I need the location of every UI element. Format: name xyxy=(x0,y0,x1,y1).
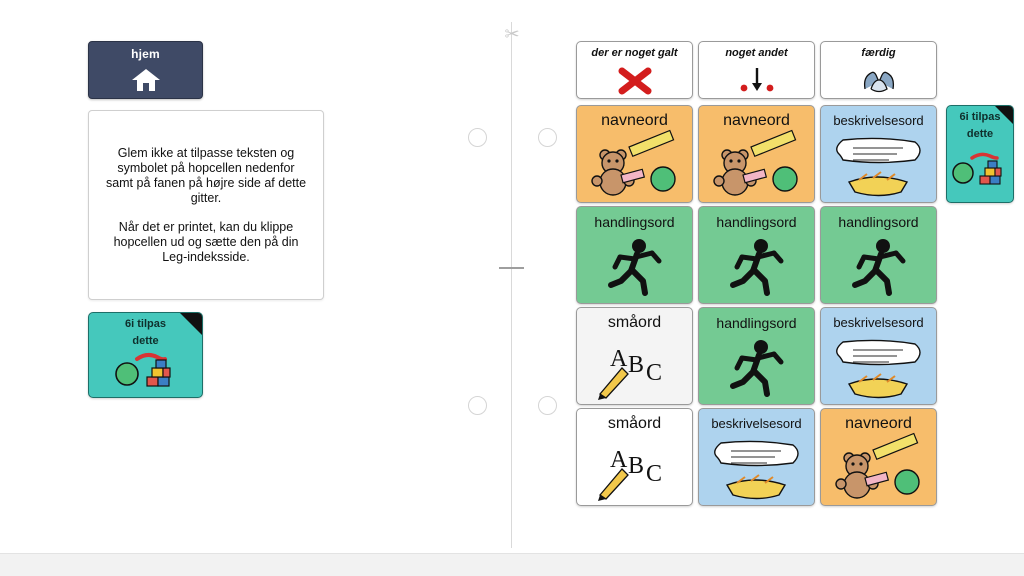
tab-label-line2: dette xyxy=(966,128,994,140)
abc-pencil-icon xyxy=(577,336,692,402)
svg-text:C: C xyxy=(645,360,662,386)
cell-label: småord xyxy=(607,415,662,432)
scissors-icon: ✂ xyxy=(504,24,520,44)
running-person-icon xyxy=(699,235,814,301)
home-cell[interactable] xyxy=(88,41,203,99)
cell-handlingsord[interactable] xyxy=(820,206,937,304)
arrow-down-two-dots-icon xyxy=(699,64,814,98)
speech-bubble-cake-icon xyxy=(821,134,936,200)
cell-label: handlingsord xyxy=(716,214,797,230)
cell-navneord[interactable] xyxy=(698,105,815,203)
fold-circle xyxy=(538,128,557,147)
blocks-icon xyxy=(89,345,202,395)
cell-label: der er noget galt xyxy=(591,47,678,59)
cell-label: beskrivelsesord xyxy=(833,113,924,128)
running-person-icon xyxy=(821,235,936,301)
cell-handlingsord[interactable] xyxy=(576,206,693,304)
svg-text:B: B xyxy=(627,453,644,479)
jump-cell-customize[interactable] xyxy=(88,312,203,398)
cell-beskrivelsesord[interactable] xyxy=(698,408,815,506)
cell-label: navneord xyxy=(601,112,668,129)
note-paragraph-2: Når det er printet, kan du klippe hopcellen ud og sætte den på din Leg-indeksside. xyxy=(113,219,299,264)
hands-clapping-icon xyxy=(821,64,936,98)
cell-label: beskrivelsesord xyxy=(711,416,802,431)
abc-pencil-icon xyxy=(577,437,692,503)
home-icon xyxy=(131,67,161,93)
fold-circle xyxy=(468,128,487,147)
cell-handlingsord[interactable] xyxy=(698,307,815,405)
cell-faerdig[interactable] xyxy=(820,41,937,99)
cell-label: handlingsord xyxy=(716,315,797,331)
cell-label: navneord xyxy=(845,415,912,432)
cell-navneord[interactable] xyxy=(576,105,693,203)
jump-cell-label-line1: 6i tilpas xyxy=(125,318,166,330)
instruction-note xyxy=(88,110,324,300)
svg-text:A: A xyxy=(609,447,627,473)
svg-text:C: C xyxy=(645,461,662,487)
grid-tab-customize[interactable] xyxy=(946,105,1014,203)
tab-label-line1: 6i tilpas xyxy=(959,111,1001,123)
fold-circle xyxy=(468,396,487,415)
folded-corner-icon xyxy=(180,313,202,335)
running-person-icon xyxy=(699,336,814,402)
fold-line xyxy=(511,22,512,548)
red-x-icon xyxy=(577,64,692,98)
cell-label: handlingsord xyxy=(838,214,919,230)
teddy-ruler-ball-icon xyxy=(699,134,814,200)
teddy-ruler-ball-icon xyxy=(577,134,692,200)
jump-cell-label-line2: dette xyxy=(132,335,159,347)
cell-navneord[interactable] xyxy=(820,408,937,506)
fold-tick-icon xyxy=(499,267,524,269)
running-person-icon xyxy=(577,235,692,301)
cell-beskrivelsesord[interactable] xyxy=(820,307,937,405)
blocks-icon xyxy=(947,140,1013,196)
note-paragraph-1: Glem ikke at tilpasse teksten og symbolet på hopcellen nedenfor samt på fanen på højre side af dette gitter. xyxy=(105,145,307,205)
fold-circle xyxy=(538,396,557,415)
cell-label: småord xyxy=(607,314,662,331)
home-cell-label: hjem xyxy=(131,47,160,61)
cell-label: beskrivelsesord xyxy=(833,315,924,330)
svg-text:A: A xyxy=(609,346,627,372)
cell-noget-andet[interactable] xyxy=(698,41,815,99)
cell-smaaord[interactable] xyxy=(576,307,693,405)
cell-der-er-noget-galt[interactable] xyxy=(576,41,693,99)
cell-smaaord[interactable] xyxy=(576,408,693,506)
cell-handlingsord[interactable] xyxy=(698,206,815,304)
speech-bubble-cake-icon xyxy=(699,437,814,503)
cell-label: handlingsord xyxy=(594,214,675,230)
svg-text:B: B xyxy=(627,352,644,378)
cell-label: noget andet xyxy=(725,47,788,59)
cell-label: navneord xyxy=(723,112,790,129)
cell-label: færdig xyxy=(861,47,896,59)
teddy-ruler-ball-icon xyxy=(821,437,936,503)
speech-bubble-cake-icon xyxy=(821,336,936,402)
cell-beskrivelsesord[interactable] xyxy=(820,105,937,203)
bottom-band xyxy=(0,553,1024,576)
folded-corner-icon xyxy=(995,106,1013,124)
